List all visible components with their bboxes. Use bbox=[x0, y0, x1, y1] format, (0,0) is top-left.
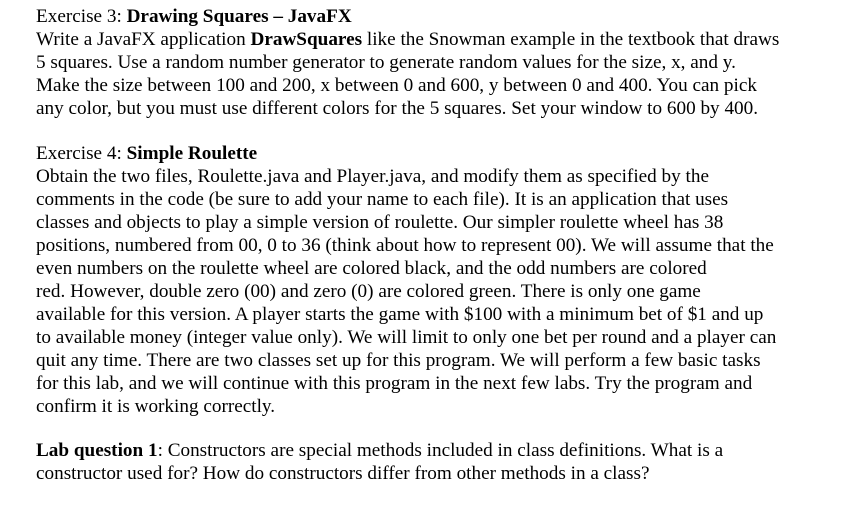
exercise-3-line bbox=[36, 97, 836, 120]
exercise-3-heading bbox=[36, 5, 836, 28]
document-page bbox=[36, 5, 836, 485]
paragraph-gap bbox=[36, 418, 836, 439]
exercise-3-line bbox=[36, 51, 836, 74]
exercise-4-line: red. However, double zero (00) and zero (0) are colored green. There is only one game bbox=[36, 281, 701, 302]
exercise-4-title: Simple Roulette bbox=[126, 143, 258, 164]
exercise-3-text: Make the size between 100 and 200, x between 0 and 600, y between 0 and 400. You can pick bbox=[36, 75, 757, 96]
exercise-3-text: any color, but you must use different colors for the 5 squares. Set your window to 600 by 400. bbox=[36, 98, 759, 119]
class-name-drawsquares: DrawSquares bbox=[250, 29, 363, 50]
exercise-4-heading bbox=[36, 142, 836, 165]
exercise-3-line bbox=[36, 74, 836, 97]
exercise-4-line: available for this version. A player starts the game with $100 with a minimum bet of $1 and up bbox=[36, 304, 764, 325]
exercise-3-line bbox=[36, 28, 836, 51]
exercise-4-line: positions, numbered from 00, 0 to 36 (think about how to represent 00). We will assume that the bbox=[36, 235, 774, 256]
exercise-4-line: even numbers on the roulette wheel are colored black, and the odd numbers are colored bbox=[36, 258, 707, 279]
exercise-3-text: like the Snowman example in the textbook that draws bbox=[362, 29, 780, 50]
lab-question-line bbox=[36, 439, 836, 462]
exercise-4-line: comments in the code (be sure to add your name to each file). It is an application that uses bbox=[36, 189, 729, 210]
lab-question-label: Lab question 1 bbox=[36, 440, 158, 461]
exercise-3-label: Exercise 3: bbox=[36, 6, 127, 27]
exercise-3-text: 5 squares. Use a random number generator to generate random values for the size, x, and y. bbox=[36, 52, 736, 73]
paragraph-gap bbox=[36, 120, 836, 142]
exercise-4-line: Obtain the two files, Roulette.java and Player.java, and modify them as specified by the bbox=[36, 166, 709, 187]
lab-question-text: : Constructors are special methods included in class definitions. What is a bbox=[157, 440, 724, 461]
exercise-4-line: quit any time. There are two classes set up for this program. We will perform a few basic tasks bbox=[36, 350, 761, 371]
exercise-4-line: classes and objects to play a simple version of roulette. Our simpler roulette wheel has 38 bbox=[36, 212, 724, 233]
exercise-4-line: for this lab, and we will continue with this program in the next few labs. Try the program and bbox=[36, 373, 753, 394]
exercise-4-line: to available money (integer value only). We will limit to only one bet per round and a player can bbox=[36, 327, 777, 348]
exercise-3-title: Drawing Squares – JavaFX bbox=[126, 6, 352, 27]
exercise-4-line: confirm it is working correctly. bbox=[36, 396, 276, 417]
exercise-4-label: Exercise 4: bbox=[36, 143, 127, 164]
lab-question-line: constructor used for? How do constructors differ from other methods in a class? bbox=[36, 463, 650, 484]
exercise-3-text: Write a JavaFX application bbox=[36, 29, 251, 50]
